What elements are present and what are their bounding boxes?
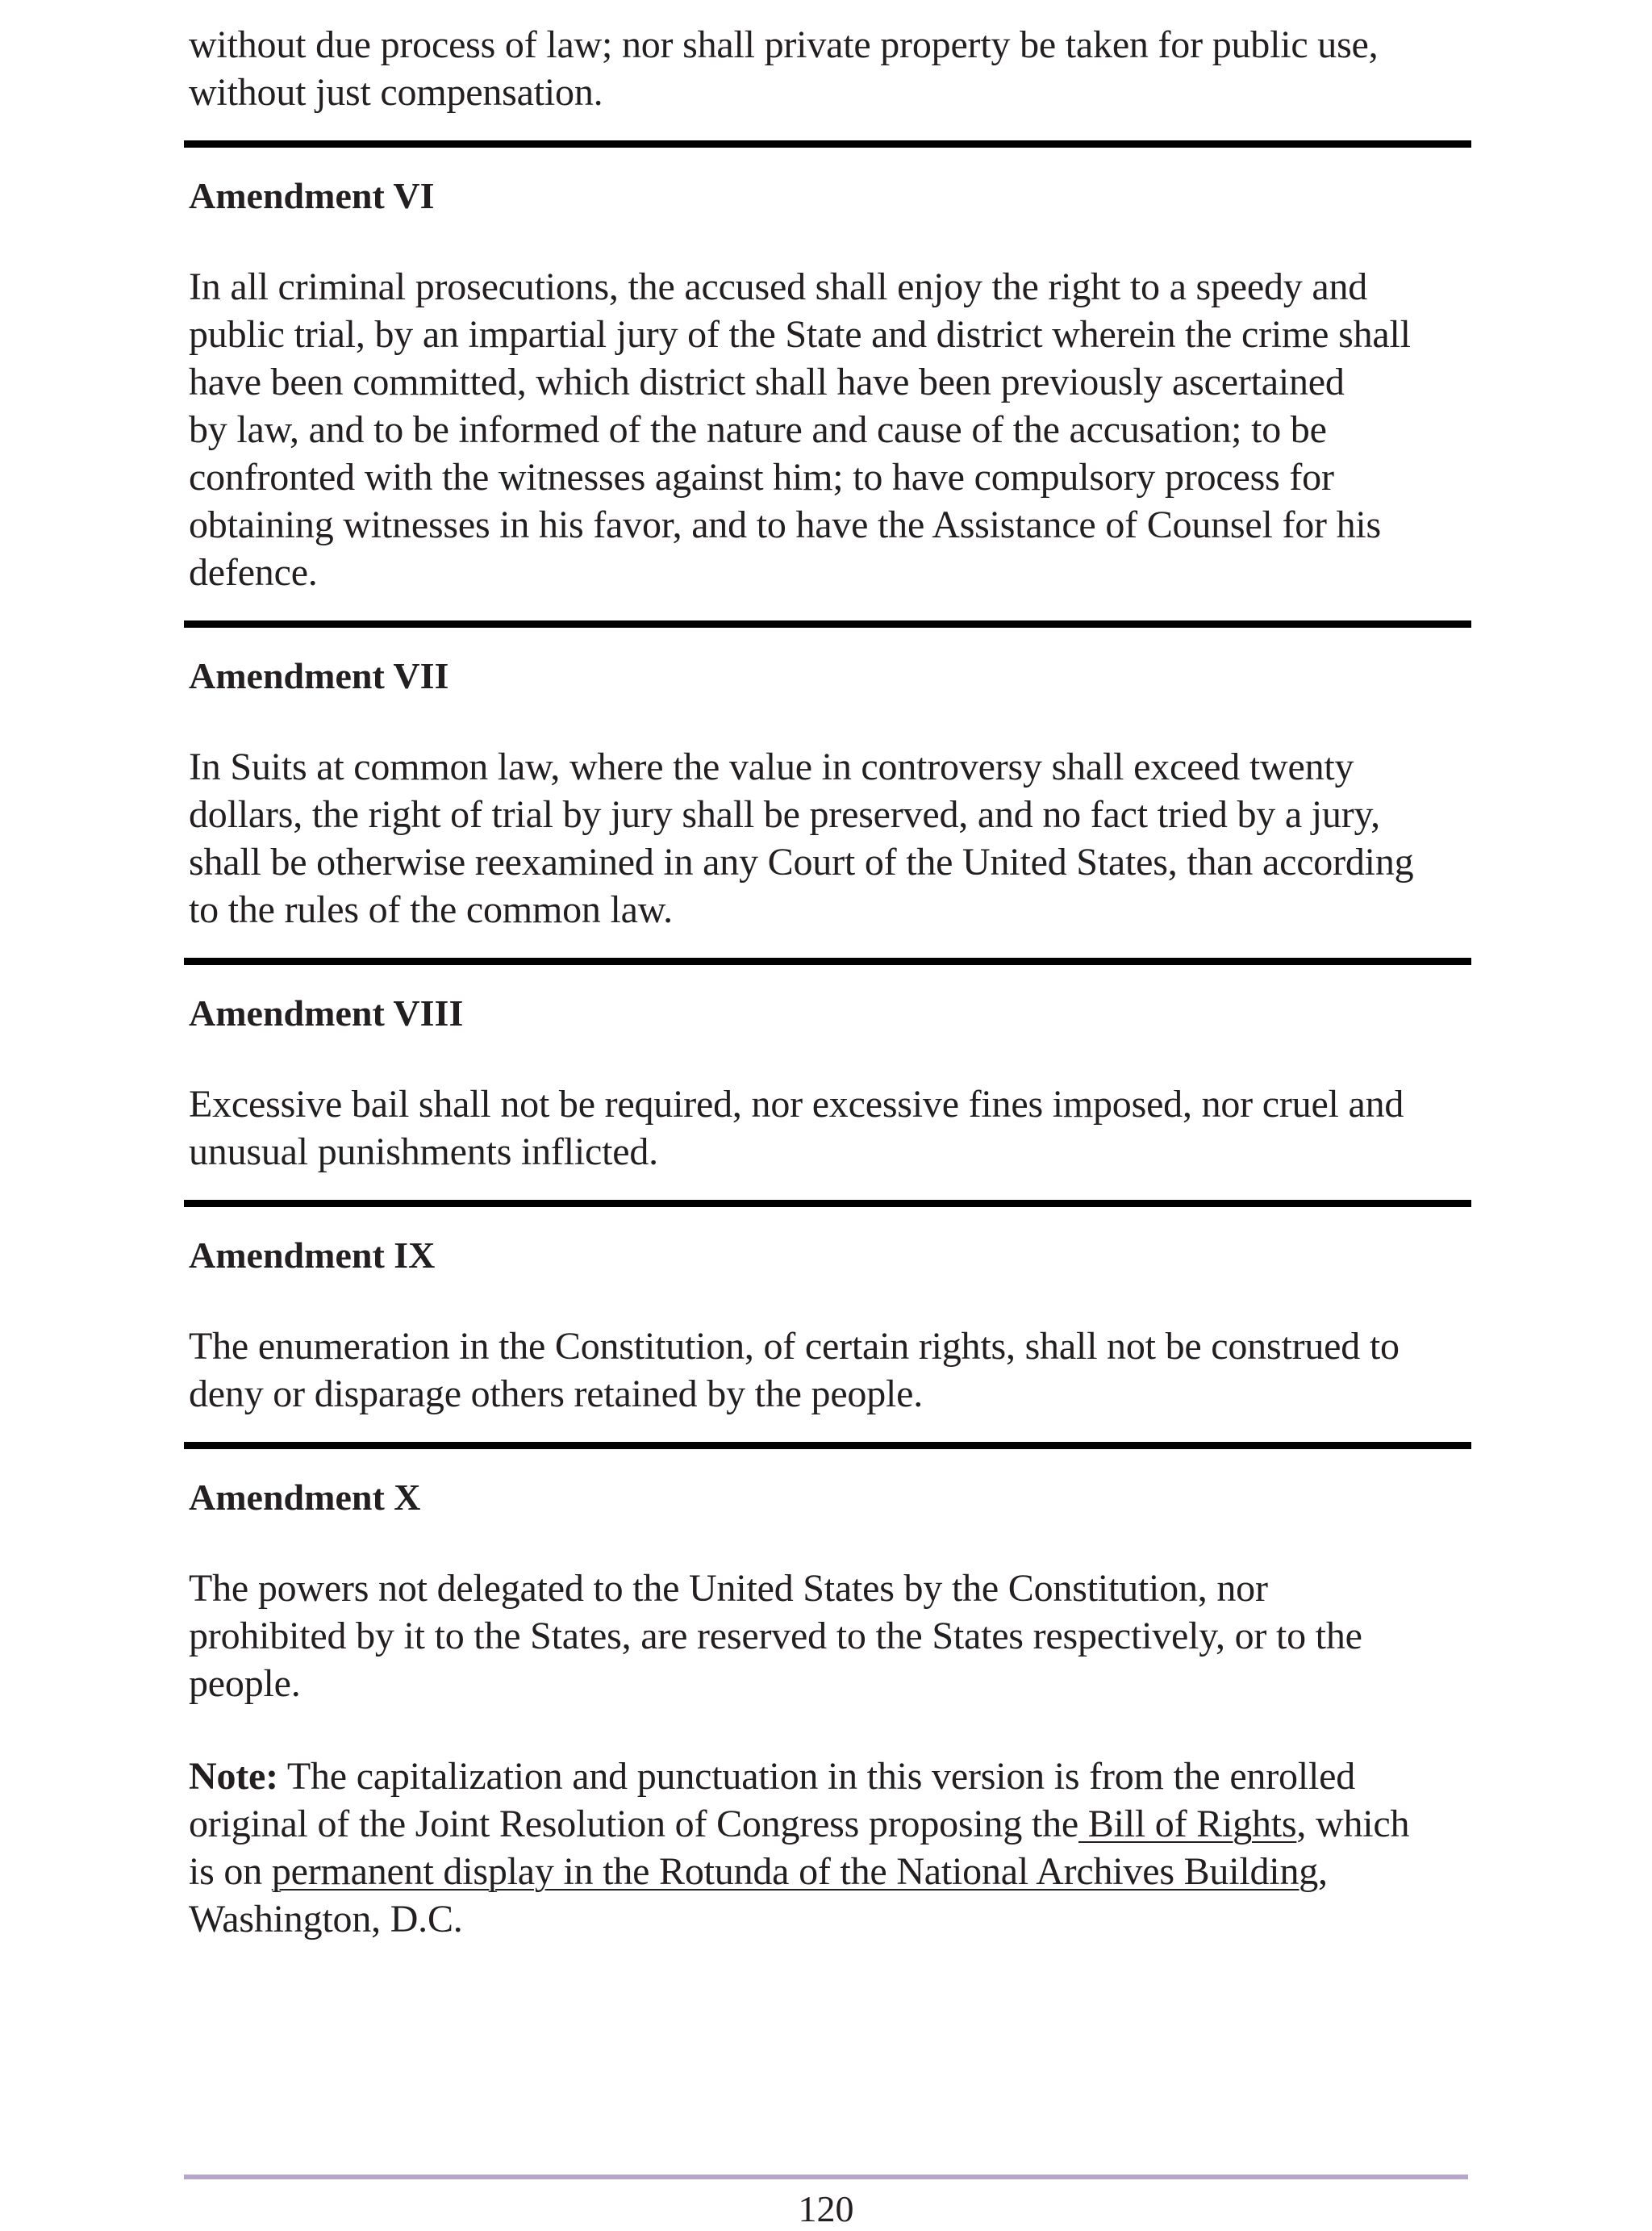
section-divider — [184, 620, 1471, 628]
amendment-text — [189, 1322, 1463, 1418]
note-text: , which — [1296, 1803, 1410, 1845]
text-line: confronted with the witnesses against him; to have compulsory process for — [189, 456, 1334, 499]
text-line: defence. — [189, 551, 318, 594]
section-divider — [184, 1200, 1471, 1207]
text-line: The enumeration in the Constitution, of certain rights, shall not be construed to — [189, 1325, 1400, 1368]
amendment-text — [189, 1080, 1463, 1176]
bill-of-rights-link[interactable]: Bill of Rights — [1078, 1803, 1297, 1845]
text-line: to the rules of the common law. — [189, 888, 673, 931]
text-line: obtaining witnesses in his favor, and to have the Assistance of Counsel for his — [189, 503, 1382, 546]
text-line: The powers not delegated to the United States by the Constitution, nor — [189, 1567, 1268, 1610]
text-line: prohibited by it to the States, are reserved to the States respectively, or to the — [189, 1615, 1362, 1657]
section-divider — [184, 958, 1471, 965]
text-line: In Suits at common law, where the value in controversy shall exceed twenty — [189, 746, 1354, 788]
intro-line: without just compensation. — [189, 71, 603, 114]
amendment-heading: Amendment X — [189, 1477, 421, 1518]
national-archives-display-link[interactable]: permanent display in the Rotunda of the National Archives Building — [271, 1850, 1319, 1893]
note-text: original of the Joint Resolution of Congress proposing the — [189, 1803, 1078, 1845]
amendment-text — [189, 263, 1463, 596]
section-divider — [184, 140, 1471, 148]
section-divider — [184, 1442, 1471, 1449]
note-text: Washington, D.C. — [189, 1898, 463, 1941]
page-content — [189, 21, 1463, 1943]
text-line: Excessive bail shall not be required, nor excessive fines imposed, nor cruel and — [189, 1083, 1404, 1126]
note-paragraph — [189, 1753, 1463, 1943]
amendment-heading: Amendment VI — [189, 175, 435, 216]
amendment-text — [189, 743, 1463, 934]
amendment-heading: Amendment VII — [189, 655, 449, 696]
amendment-ix-section — [189, 1233, 1463, 1418]
note-label: Note: — [189, 1755, 278, 1798]
text-line: by law, and to be informed of the nature and cause of the accusation; to be — [189, 408, 1327, 451]
text-line: unusual punishments inflicted. — [189, 1130, 658, 1173]
amendment-vi-section — [189, 173, 1463, 596]
amendment-viii-section — [189, 991, 1463, 1176]
intro-paragraph — [189, 21, 1463, 116]
note-text: The capitalization and punctuation in this version is from the enrolled — [277, 1755, 1355, 1798]
text-line: people. — [189, 1662, 301, 1705]
amendment-vii-section — [189, 654, 1463, 934]
note-text: is on — [189, 1850, 272, 1893]
text-line: public trial, by an impartial jury of the State and district wherein the crime shall — [189, 313, 1411, 356]
amendment-heading: Amendment VIII — [189, 992, 464, 1034]
note-text: , — [1318, 1850, 1328, 1893]
text-line: In all criminal prosecutions, the accused shall enjoy the right to a speedy and — [189, 265, 1368, 308]
amendment-text — [189, 1565, 1463, 1707]
amendment-heading: Amendment IX — [189, 1235, 436, 1276]
text-line: dollars, the right of trial by jury shall be preserved, and no fact tried by a jury, — [189, 793, 1380, 836]
text-line: deny or disparage others retained by the people. — [189, 1372, 924, 1415]
intro-line: without due process of law; nor shall private property be taken for public use, — [189, 23, 1379, 66]
text-line: shall be otherwise reexamined in any Court of the United States, than according — [189, 841, 1414, 884]
text-line: have been committed, which district shall have been previously ascertained — [189, 361, 1345, 403]
footer-divider — [184, 2175, 1468, 2179]
amendment-x-section — [189, 1475, 1463, 1707]
page-number: 120 — [798, 2188, 854, 2229]
